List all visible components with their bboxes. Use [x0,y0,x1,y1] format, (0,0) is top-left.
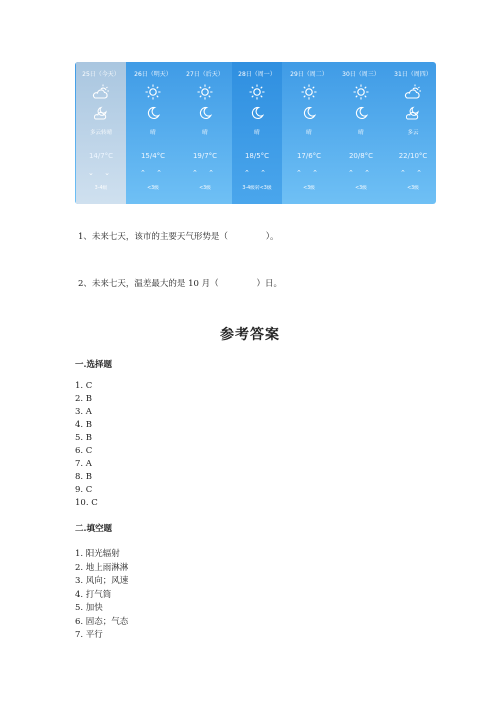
forecast-condition: 晴 [306,130,312,136]
forecast-condition: 多云 [407,130,419,136]
forecast-wind: 3-4级转<3级 [242,186,272,191]
choice-answer: 8. B [75,472,93,482]
forecast-wind: <3级 [407,186,419,191]
choice-answer: 9. C [75,485,93,495]
forecast-temperature: 19/7°C [192,152,218,160]
sun-icon [196,84,214,100]
wind-direction-icon: ⌃ ⌃ [192,169,218,177]
wind-direction-icon: ⌄ ⌄ [88,169,114,177]
sun-icon [144,84,162,100]
wind-direction-icon: ⌃ ⌃ [400,169,426,177]
wind-direction-icon: ⌃ ⌃ [348,169,374,177]
forecast-temperature: 15/4°C [140,152,166,160]
fill-answer: 2. 地上雨淋淋 [75,562,129,573]
forecast-day [232,62,282,204]
forecast-wind: <3级 [355,186,367,191]
forecast-wind: <3级 [303,186,315,191]
choice-answer: 6. C [75,446,93,456]
choice-answer: 5. B [75,433,93,443]
forecast-date: 30日（周三） [342,71,380,78]
choice-answer: 1. C [75,381,93,391]
wind-direction-icon: ⌃ ⌃ [244,169,270,177]
forecast-day [284,62,334,204]
forecast-condition: 晴 [202,130,208,136]
forecast-condition: 多云转晴 [89,130,112,136]
moon-icon [354,105,368,119]
section-fill-heading: 二.填空题 [75,524,112,534]
cloud-moon-icon [94,105,108,119]
forecast-date: 29日（周二） [290,71,328,78]
choice-answer: 3. A [75,407,92,417]
cloud-sun-icon [92,84,110,100]
fill-answer: 1. 阳光辐射 [75,549,120,559]
choice-answer: 4. B [75,420,93,430]
cloud-sun-icon [404,84,422,100]
answer-title: 参考答案 [220,327,280,343]
sun-icon [248,84,266,100]
section-choice-heading: 一.选择题 [75,360,112,370]
forecast-temperature: 22/10°C [398,152,428,160]
forecast-temperature: 18/5°C [244,152,270,160]
forecast-wind: <3级 [199,186,211,191]
forecast-date: 26日（明天） [134,71,172,78]
moon-icon [198,105,212,119]
choice-answer: 2. B [75,394,93,404]
forecast-day [336,62,386,204]
forecast-date: 27日（后天） [186,71,224,78]
forecast-wind: 3-4级 [94,186,108,191]
fill-answer: 4. 打气筒 [75,589,112,600]
forecast-day [388,62,436,204]
forecast-temperature: 17/6°C [296,152,322,160]
forecast-day [128,62,178,204]
sun-icon [352,84,370,100]
weather-forecast-panel [75,62,436,204]
wind-direction-icon: ⌃ ⌃ [296,169,322,177]
forecast-day [180,62,230,204]
forecast-date: 28日（周一） [238,71,276,78]
moon-icon [302,105,316,119]
sun-icon [300,84,318,100]
question-2: 2、未来七天，温差最大的是 10 月（ ）日。 [78,279,282,289]
forecast-condition: 晴 [254,130,260,136]
forecast-date: 31日（周四） [394,71,432,78]
forecast-wind: <3级 [147,186,159,191]
wind-direction-icon: ⌃ ⌃ [140,169,166,177]
choice-answer: 7. A [75,459,92,469]
moon-icon [146,105,160,119]
forecast-day [76,62,126,204]
cloud-moon-icon [406,105,420,119]
question-1: 1、未来七天，该市的主要天气形势是（ ）。 [78,232,279,242]
fill-answer: 5. 加快 [75,603,103,613]
forecast-date: 25日（今天） [82,71,120,78]
moon-icon [250,105,264,119]
forecast-condition: 晴 [150,130,156,136]
fill-answer: 3. 风向；风速 [75,576,129,586]
fill-answer: 6. 固态；气态 [75,616,129,627]
forecast-temperature: 14/7°C [88,152,114,160]
fill-answer: 7. 平行 [75,630,103,640]
forecast-condition: 晴 [358,130,364,136]
forecast-temperature: 20/8°C [348,152,374,160]
choice-answer: 10. C [75,498,98,508]
